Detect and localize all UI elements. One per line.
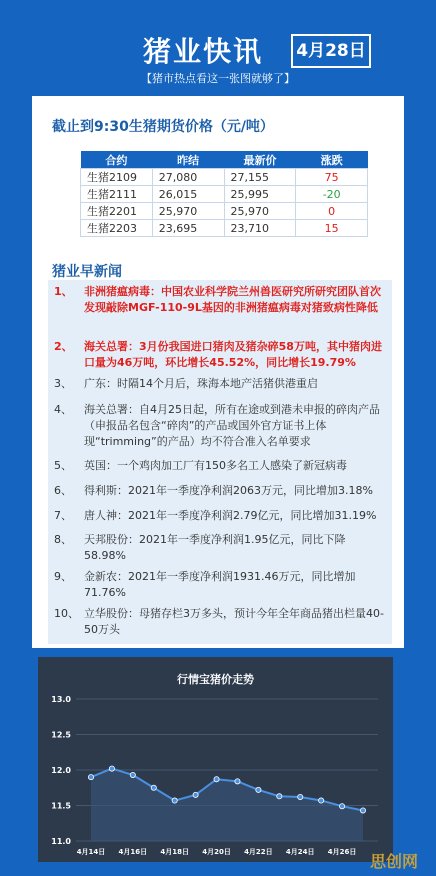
cell-prev-settle: 25,970 [152, 203, 224, 220]
data-point [277, 794, 282, 799]
news-text: 立华股份：母猪存栏3万多头，预计今年全年商品猪出栏量40-50万头 [84, 607, 384, 636]
table-row [81, 186, 368, 203]
cell-change: -20 [296, 186, 368, 203]
futures-section-title: 截止到9:30生猪期货价格（元/吨） [52, 119, 274, 135]
column-header-prev-settle: 昨结 [152, 151, 224, 169]
news-text: 海关总署：自4月25日起，所有在途或到港未申报的碎肉产品（申报品名包含“碎肉”的产品或国外官方证书上体现“trimming”的产品）均不符合准入名单要求 [84, 403, 380, 448]
news-text: 天邦股份：2021年一季度净利润1.95亿元，同比下降58.98% [84, 533, 346, 562]
data-point [360, 808, 365, 813]
news-number: 8、 [54, 533, 72, 546]
news-number: 6、 [54, 484, 72, 497]
x-tick-label: 4月20日 [202, 848, 231, 856]
cell-prev-settle: 26,015 [152, 186, 224, 203]
column-header-contract: 合约 [81, 151, 153, 169]
table-row [81, 220, 368, 237]
data-point [214, 777, 219, 782]
cell-change: 0 [296, 203, 368, 220]
cell-last-price: 25,970 [224, 203, 296, 220]
page-title: 猪业快讯 [142, 35, 263, 68]
news-number: 10、 [54, 607, 79, 620]
column-header-change: 涨跌 [296, 151, 368, 169]
news-number: 9、 [54, 570, 72, 583]
news-section-title: 猪业早新闻 [52, 264, 122, 280]
x-tick-label: 4月14日 [76, 848, 106, 856]
data-point [256, 787, 261, 792]
data-point [339, 804, 344, 809]
news-number: 3、 [54, 377, 72, 390]
header [0, 0, 436, 96]
data-point [193, 792, 198, 797]
cell-contract: 生猪2203 [81, 220, 153, 237]
table-row [81, 169, 368, 186]
data-point [130, 772, 135, 777]
watermark-logo: 思创网 [370, 852, 419, 871]
column-header-last-price: 最新价 [224, 151, 296, 169]
price-trend-chart-panel [38, 657, 393, 862]
content-card [32, 96, 404, 648]
data-point [88, 775, 93, 780]
news-text: 得利斯：2021年一季度净利润2063万元，同比增加3.18% [84, 484, 373, 497]
data-point [172, 798, 177, 803]
news-number: 1、 [54, 285, 73, 298]
x-tick-label: 4月18日 [160, 848, 190, 856]
x-tick-label: 4月22日 [244, 848, 273, 856]
news-text: 广东：时隔14个月后，珠海本地产活猪供港重启 [84, 377, 318, 390]
price-trend-chart [38, 657, 393, 862]
news-number: 2、 [54, 340, 73, 353]
cell-change: 15 [296, 220, 368, 237]
cell-last-price: 23,710 [224, 220, 296, 237]
news-text: 英国：一个鸡肉加工厂有150多名工人感染了新冠病毒 [84, 459, 347, 472]
x-tick-label: 4月24日 [285, 848, 315, 856]
chart-title: 行情宝猪价走势 [177, 673, 254, 686]
data-point [109, 766, 114, 771]
cell-last-price: 27,155 [224, 169, 296, 186]
data-point [319, 798, 324, 803]
data-point [298, 794, 303, 799]
cell-prev-settle: 27,080 [152, 169, 224, 186]
news-text: 海关总署：3月份我国进口猪肉及猪杂碎58万吨，其中猪肉进口量为46万吨，环比增长45.52%，同比增长19.79% [84, 340, 382, 369]
y-tick-label: 11.0 [51, 837, 71, 846]
news-text: 非洲猪瘟病毒：中国农业科学院兰州兽医研究所研究团队首次发现敲除MGF-110-9L基因的非洲猪瘟病毒对猪致病性降低 [84, 285, 381, 314]
news-text: 金新农：2021年一季度净利润1931.46万元，同比增加71.76% [84, 570, 356, 599]
y-tick-label: 13.0 [51, 695, 71, 704]
y-tick-label: 11.5 [51, 801, 71, 811]
cell-contract: 生猪2111 [81, 186, 153, 203]
x-tick-label: 4月26日 [327, 848, 357, 856]
page-subtitle: 【猪市热点看这一张图就够了】 [141, 72, 295, 85]
news-number: 7、 [54, 509, 72, 522]
news-number: 4、 [54, 403, 72, 416]
cell-prev-settle: 23,695 [152, 220, 224, 237]
y-tick-label: 12.0 [51, 766, 71, 775]
data-point [151, 785, 156, 790]
cell-last-price: 25,995 [224, 186, 296, 203]
cell-change: 75 [296, 169, 368, 186]
data-point [235, 779, 240, 784]
futures-price-table [80, 151, 368, 237]
table-row [81, 203, 368, 220]
x-tick-label: 4月16日 [118, 848, 148, 856]
cell-contract: 生猪2201 [81, 203, 153, 220]
news-list [48, 280, 392, 644]
y-tick-label: 12.5 [51, 730, 71, 740]
table-header-row [81, 151, 368, 169]
news-text: 唐人神：2021年一季度净利润2.79亿元，同比增加31.19% [84, 509, 377, 522]
date-badge: 4月28日 [291, 34, 371, 68]
cell-contract: 生猪2109 [81, 169, 153, 186]
news-number: 5、 [54, 459, 72, 472]
